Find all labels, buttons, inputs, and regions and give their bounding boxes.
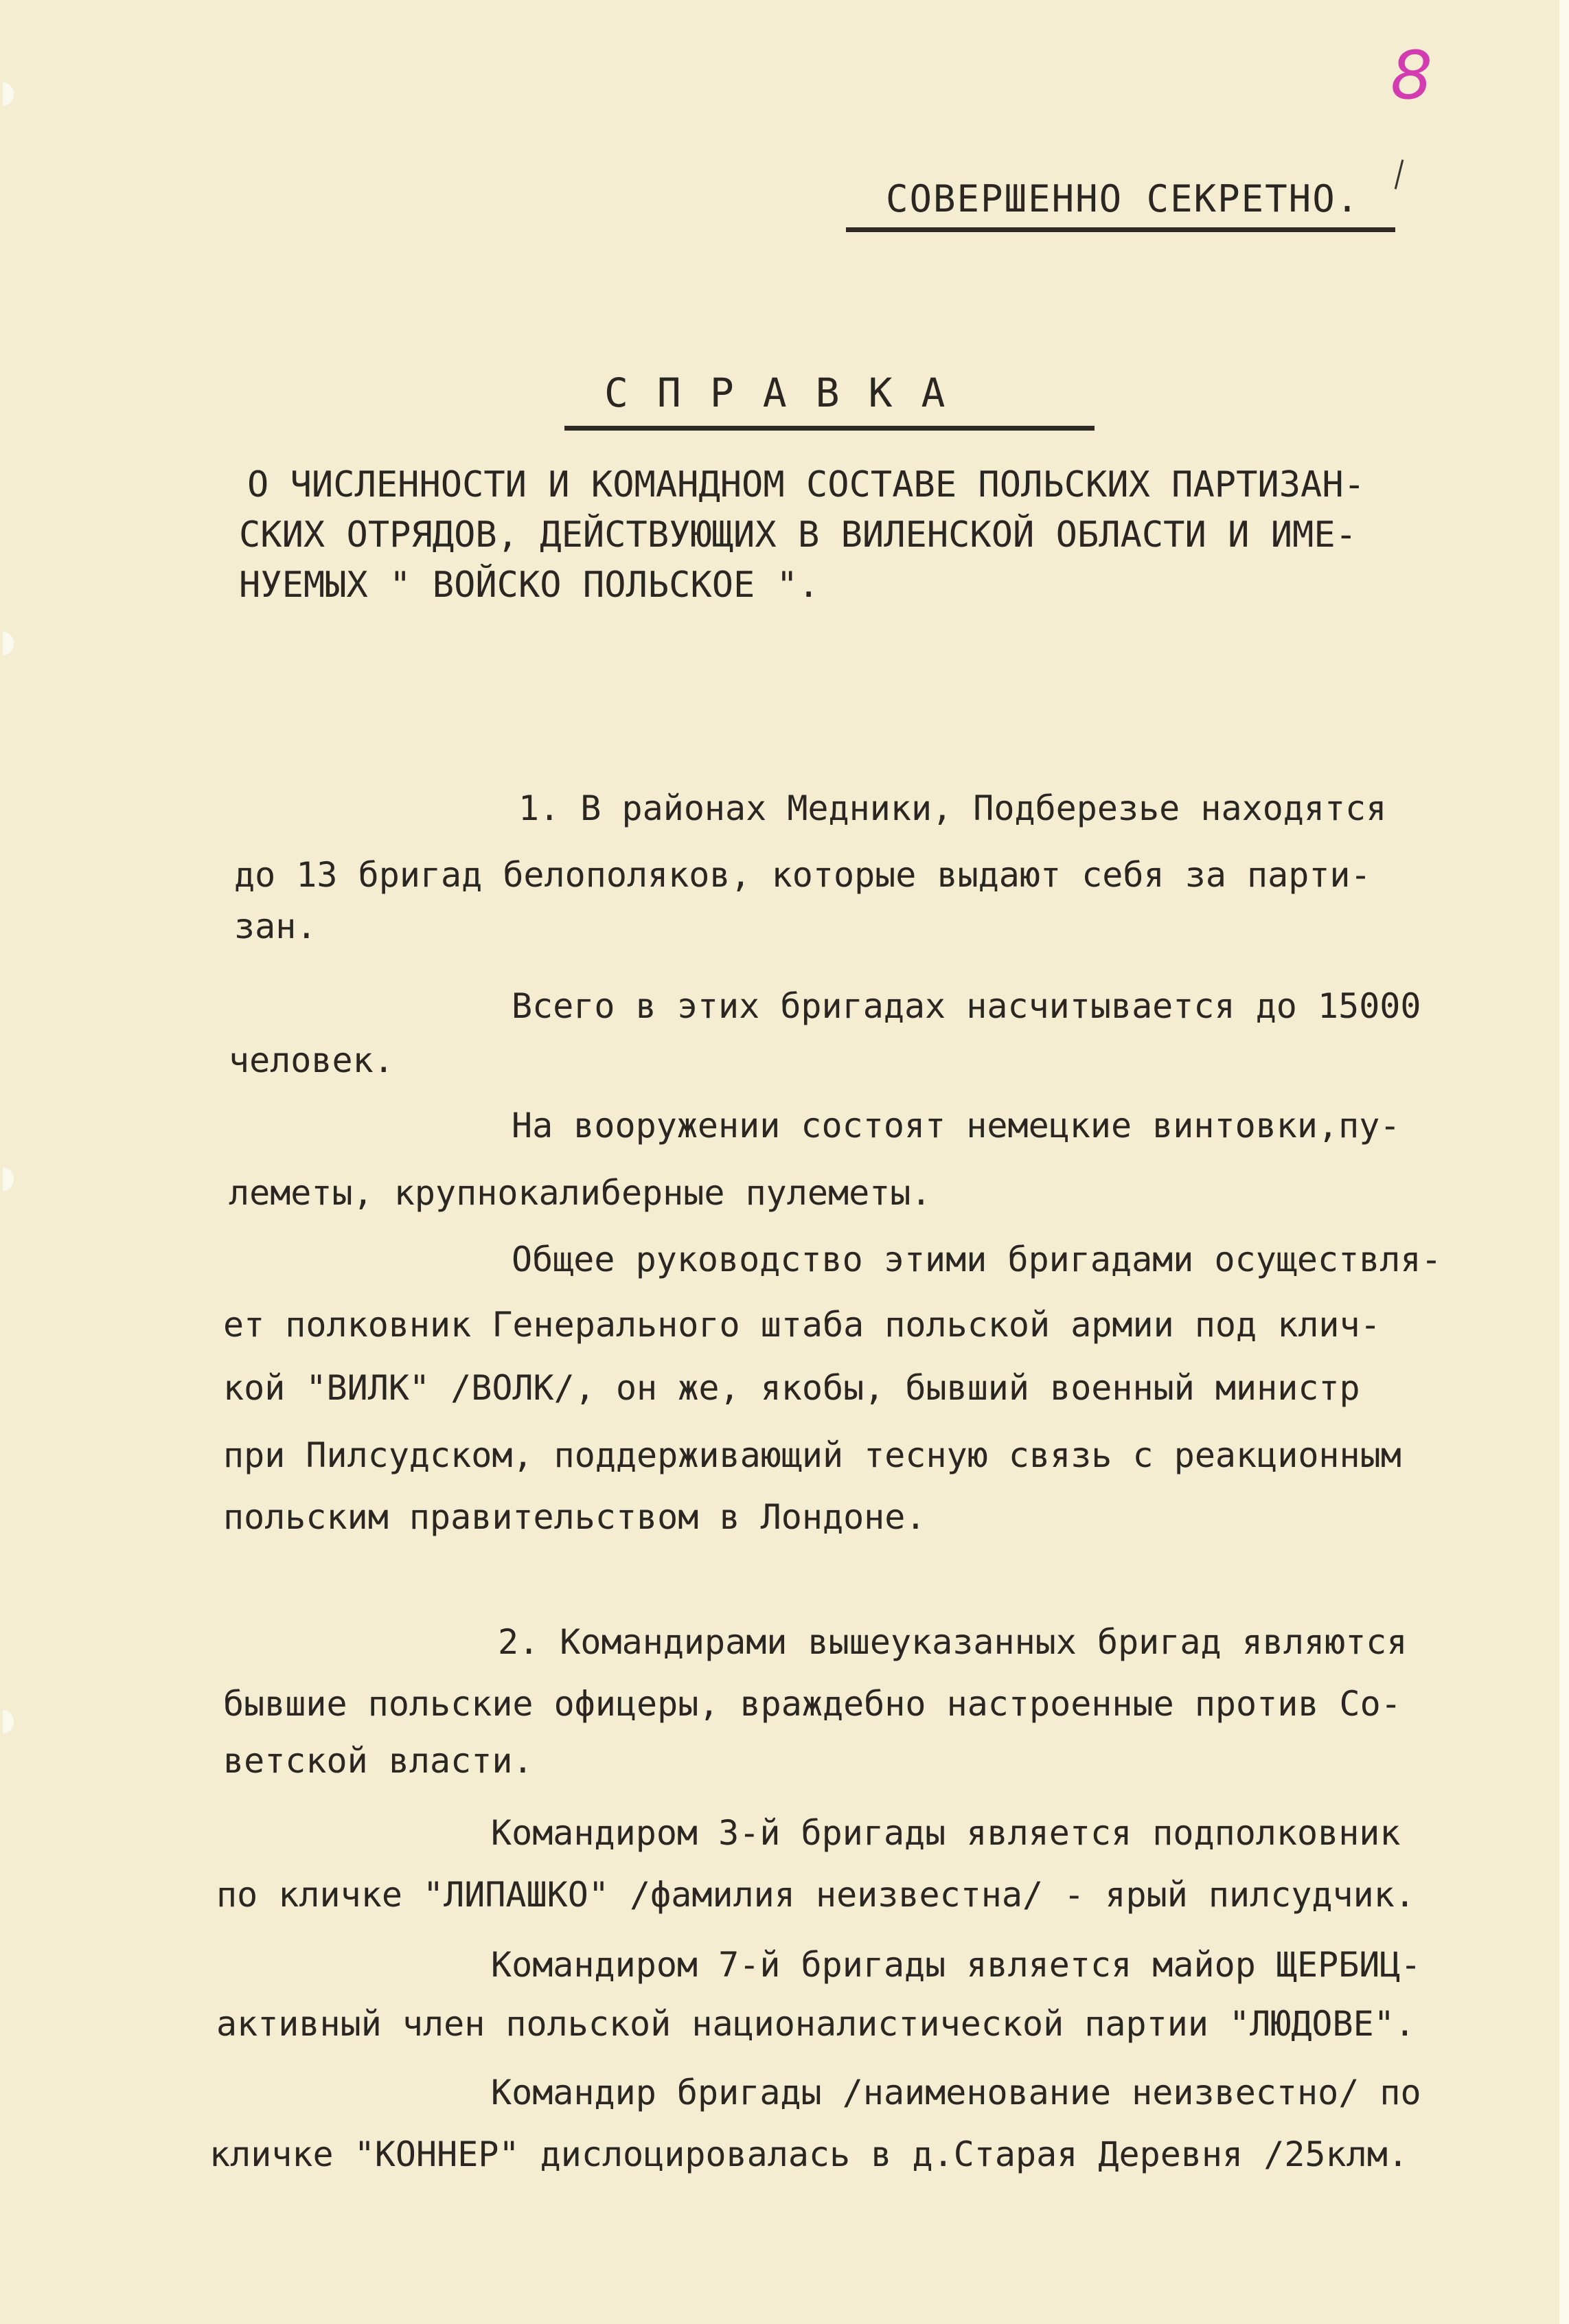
subtitle-line: НУЕМЫХ " ВОЙСКО ПОЛЬСКОЕ ".: [239, 565, 820, 606]
page-number: 8: [1390, 37, 1433, 114]
document-title: СПРАВКА: [604, 369, 974, 416]
body-line: ет полковник Генерального штаба польской армии под клич-: [223, 1305, 1381, 1345]
body-line: зан.: [234, 907, 317, 946]
body-line: до 13 бригад белополяков, которые выдают себя за парти-: [234, 855, 1371, 895]
body-line: ветской власти.: [223, 1741, 534, 1781]
body-line: польским правительством в Лондоне.: [223, 1497, 926, 1537]
body-line: по кличке "ЛИПАШКО" /фамилия неизвестна/ - ярый пилсудчик.: [216, 1875, 1415, 1915]
page-edge: [1559, 0, 1569, 2324]
title-underline: [564, 426, 1095, 431]
body-line: активный член польской националистической партии "ЛЮДОВЕ".: [216, 2004, 1415, 2044]
body-line: Командиром 7-й бригады является майор ЩЕРБИЦ-: [491, 1945, 1421, 1985]
body-line: Всего в этих бригадах насчитывается до 15000: [512, 986, 1421, 1026]
classification-stamp: СОВЕРШЕННО СЕКРЕТНО.: [886, 177, 1360, 220]
body-line: при Пилсудском, поддерживающий тесную связь с реакционным: [223, 1435, 1401, 1475]
body-line: 2. Командирами вышеуказанных бригад являются: [498, 1622, 1408, 1662]
body-line: кой "ВИЛК" /ВОЛК/, он же, якобы, бывший военный министр: [223, 1368, 1360, 1408]
body-line: Командир бригады /наименование неизвестно/ по: [491, 2073, 1421, 2112]
subtitle-line: О ЧИСЛЕННОСТИ И КОМАНДНОМ СОСТАВЕ ПОЛЬСКИХ ПАРТИЗАН-: [247, 464, 1365, 505]
body-line: бывшие польские офицеры, враждебно настроенные против Со-: [223, 1684, 1401, 1724]
body-line: Общее руководство этими бригадами осуществля-: [512, 1240, 1442, 1279]
body-line: На вооружении состоят немецкие винтовки,пу-: [512, 1106, 1401, 1146]
body-line: 1. В районах Медники, Подберезье находятся: [518, 788, 1387, 828]
body-line: кличке "КОННЕР" дислоцировалась в д.Старая Деревня /25клм.: [209, 2134, 1408, 2174]
subtitle-line: СКИХ ОТРЯДОВ, ДЕЙСТВУЮЩИХ В ВИЛЕНСКОЙ ОБЛАСТИ И ИМЕ-: [239, 514, 1357, 556]
body-line: леметы, крупнокалиберные пулеметы.: [229, 1173, 932, 1213]
classification-underline: [846, 227, 1395, 232]
body-line: человек.: [229, 1040, 394, 1080]
body-line: Командиром 3-й бригады является подполковник: [491, 1813, 1401, 1853]
document-subtitle: [239, 460, 1365, 611]
